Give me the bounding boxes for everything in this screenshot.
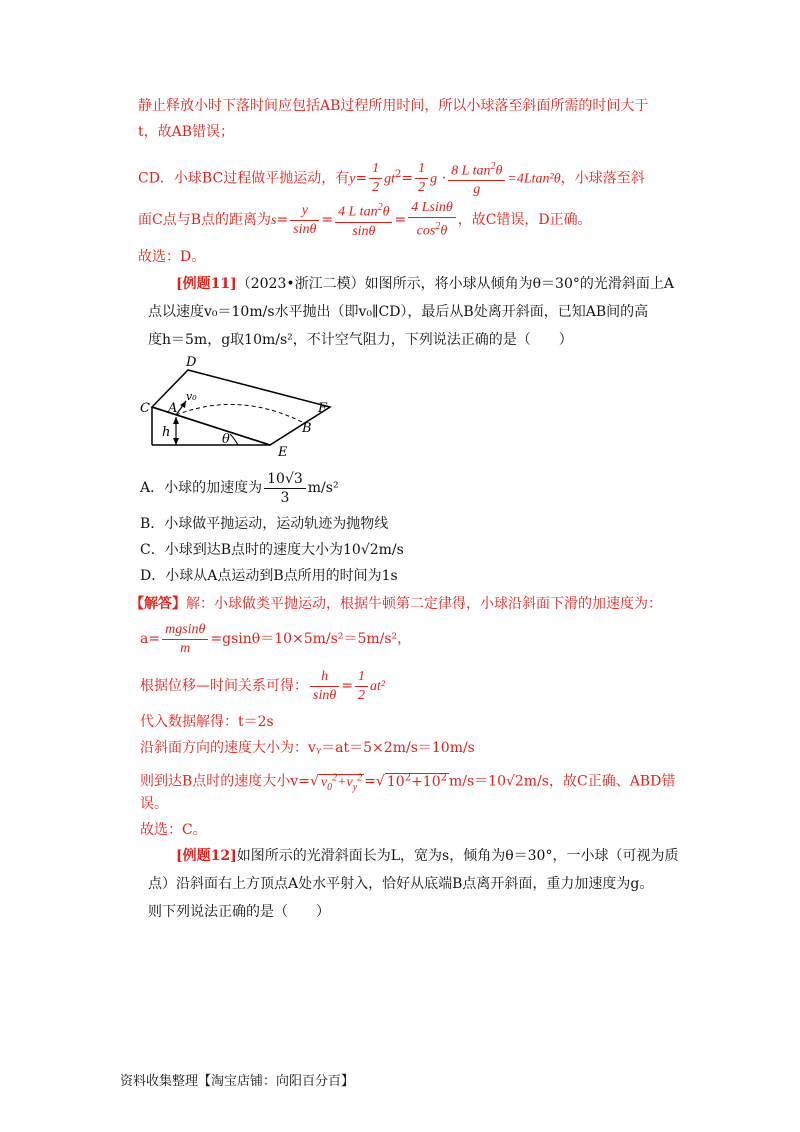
sol10-line1: 静止释放小时下落时间应包括AB过程所用时间，所以小球落至斜面所需的时间大于 — [138, 98, 649, 114]
option-b: B．小球做平抛运动，运动轨迹为抛物线 — [140, 516, 389, 532]
ex12-line3: 则下列说法正确的是（ ） — [148, 904, 330, 920]
option-a-prefix: A．小球的加速度为 — [140, 480, 263, 496]
sol11-t: 代入数据解得：t＝2s — [140, 714, 274, 730]
sol10-line4-prefix: 面C点与B点的距离为 — [138, 212, 271, 228]
ex11-line1 — [176, 274, 674, 294]
label-C: C — [140, 401, 150, 416]
sol10-answer: 故选：D。 — [138, 249, 206, 265]
sol11-disp-tail: at² — [369, 679, 386, 694]
ex12-line1-text: 如图所示的光滑斜面长为L，宽为s，倾角为θ＝30°，一小球（可视为质 — [236, 848, 679, 864]
option-a — [140, 466, 339, 510]
sol10-line4: 面C点与B点的距离为s= $\frac{y}{\sin\theta}$ = $\frac{4 L \tan^2\theta}{\sin\theta}$ = $\frac{4 Lsin\theta}{\cos^2\theta}$ ，故C错误，D正确。 — [138, 200, 592, 239]
sol11-a-suffix: =gsinθ＝10×5m/s²＝5m/s²， — [210, 631, 412, 647]
sol10-line4-suffix: ，故C错误，D正确。 — [457, 212, 592, 228]
ex11-line1-text: （2023•浙江二模）如图所示，将小球从倾角为θ＝30°的光滑斜面上A — [236, 276, 674, 292]
ex12-line1 — [176, 846, 678, 866]
sol11-vb-suffix: m/s＝10√2m/s，故C正确、ABD错 — [448, 773, 676, 790]
sol11-disp-den: sinθ — [313, 687, 337, 703]
sol11-a-den: m — [180, 640, 191, 656]
label-theta: θ — [222, 432, 230, 447]
ex11-tag: [例题11] — [176, 276, 237, 292]
sol10-cd-prefix: CD．小球BC过程做平抛运动，有 — [138, 170, 350, 187]
sol11-answer: 故选：C。 — [140, 822, 207, 838]
sol11-vy: 沿斜面方向的速度大小为：vᵧ＝at＝5×2m/s＝10m/s — [140, 740, 475, 756]
sol11-line1 — [130, 594, 662, 614]
sol11-line1-text: 解：小球做类平抛运动，根据牛顿第二定律得，小球沿斜面下滑的加速度为： — [186, 596, 662, 612]
sol11-vb-end: 误。 — [140, 796, 168, 812]
sol11-a-num: mgsinθ — [162, 621, 208, 640]
sol10-cd-y: y — [349, 171, 356, 187]
label-A: A — [168, 401, 178, 416]
incline-figure — [130, 352, 350, 460]
ex12-line2: 点）沿斜面右上方顶点A处水平射入，恰好从底端B点离开斜面，重力加速度为g。 — [148, 876, 654, 892]
sol11-disp-num: h — [310, 668, 339, 687]
sol10-cd-tail: =4Ltan²θ — [507, 171, 561, 187]
sol11-accel — [140, 618, 411, 660]
sol11-disp-prefix: 根据位移—时间关系可得： — [140, 678, 308, 694]
label-h: h — [162, 425, 171, 440]
sol11-a-prefix: a= — [140, 631, 161, 647]
ex11-line2: 点以速度v₀＝10m/s水平抛出（即v₀∥CD），最后从B处离开斜面，已知AB间的高 — [148, 304, 649, 320]
label-F: F — [318, 401, 328, 416]
sol11-vb: 则到达B点时的速度大小v=√ $v_0^2+v_y^2$ =√ $10^2+10^2$ m/s＝10√2m/s，故C正确、ABD错 — [140, 772, 676, 793]
sol11-vb-prefix: 则到达B点时的速度大小v= — [140, 773, 310, 790]
option-d: D．小球从A点运动到B点所用的时间为1s — [140, 568, 398, 584]
option-c: C．小球到达B点时的速度大小为10√2m/s — [140, 542, 404, 558]
sol10-cd-line: CD．小球BC过程做平抛运动，有y= $\frac{1}{2}$ $gt^2=$ $\frac{1}{2}$ g · $\frac{8 L \tan^2\theta}{g}$ =4Ltan²θ，小球落至斜 — [138, 155, 645, 200]
label-B: B — [302, 421, 312, 436]
label-E: E — [278, 445, 288, 460]
sol11-disp: 根据位移—时间关系可得： $\frac{h}{\sin\theta}$ = $\frac{1}{2}$ at² — [140, 668, 386, 703]
label-D: D — [186, 355, 197, 370]
ex12-tag: [例题12] — [176, 848, 237, 864]
page-footer: 资料收集整理【淘宝店铺：向阳百分百】 — [120, 1074, 355, 1089]
sol10-cd-suffix: ，小球落至斜 — [560, 170, 645, 187]
option-a-den: 3 — [280, 489, 290, 506]
label-v0: v₀ — [186, 390, 197, 403]
sol11-tag: 【解答】 — [130, 596, 186, 612]
ex11-line3: 度h＝5m，g取10m/s²，不计空气阻力，下列说法正确的是（ ） — [148, 332, 573, 348]
option-a-unit: m/s² — [307, 480, 339, 496]
option-a-num: 10√3 — [264, 470, 306, 489]
sol10-line2: t，故AB错误； — [138, 124, 235, 140]
